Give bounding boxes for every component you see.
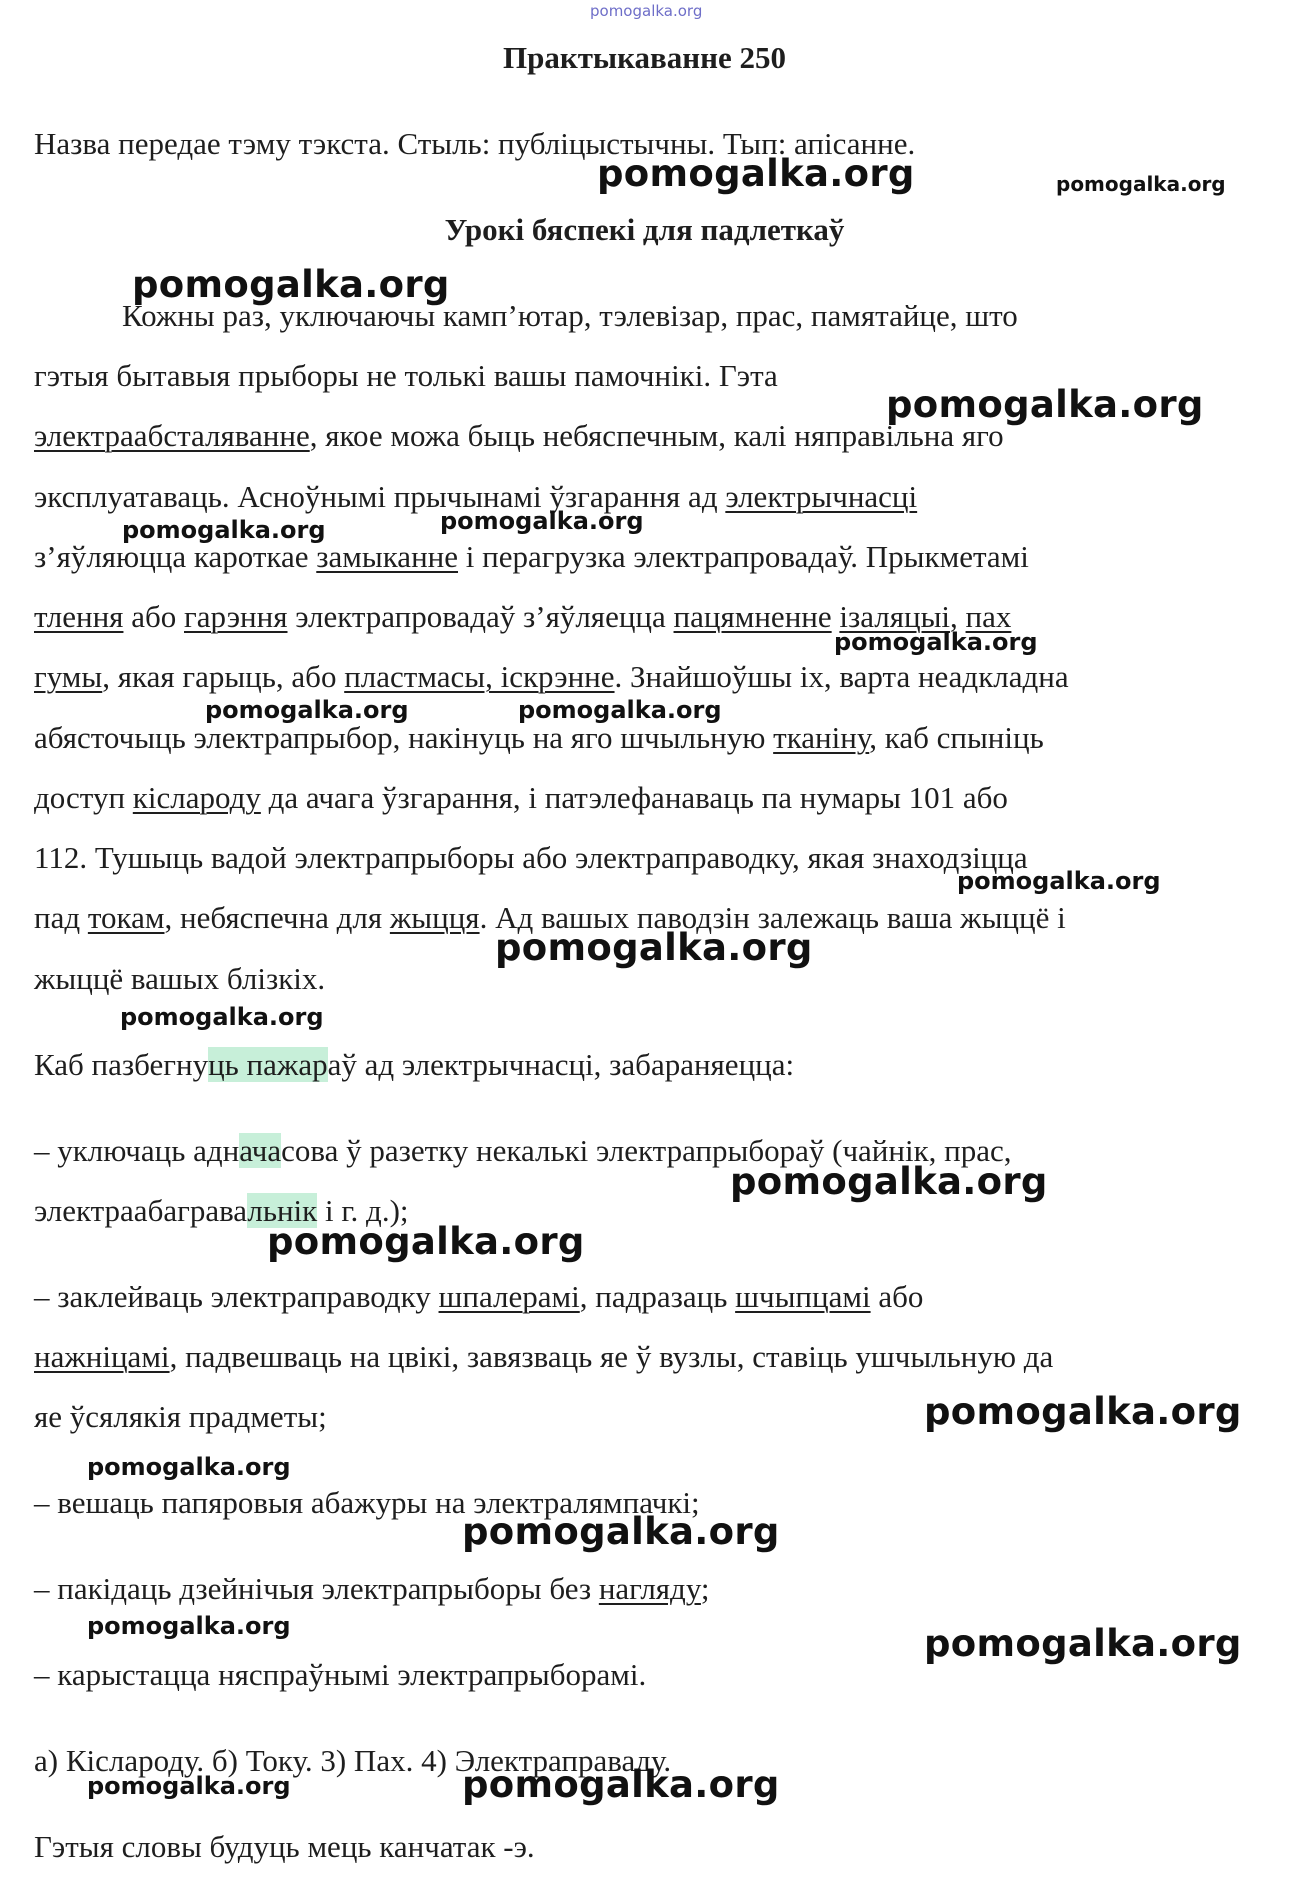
- p1-line-12: жыццё вашых блізкіх.: [34, 961, 326, 996]
- watermark: pomogalka.org: [1056, 172, 1226, 196]
- underlined-word: пластмасы, іскрэнне: [344, 659, 615, 694]
- watermark: pomogalka.org: [267, 1220, 585, 1263]
- text-span: з’яўляюцца кароткае: [34, 539, 317, 574]
- text-span: або: [123, 599, 184, 634]
- p1-line-3: [34, 418, 1004, 454]
- watermark: pomogalka.org: [120, 1003, 324, 1031]
- p1-line-8: [34, 720, 1044, 756]
- watermark: pomogalka.org: [462, 1510, 780, 1553]
- list-item-2-line-2: [34, 1339, 1053, 1375]
- text-span: абясточыць электрапрыбор, накінуць на яго шчыльную: [34, 720, 774, 755]
- list-item-5: – карыстацца няспраўнымі электрапрыборамі.: [34, 1657, 647, 1692]
- underlined-word: замыканне: [316, 539, 459, 574]
- text-span: . Ад вашых паводзін залежаць ваша жыццё і: [479, 900, 1066, 935]
- underlined-word: ізаляцыі: [839, 599, 951, 634]
- watermark: pomogalka.org: [462, 1763, 780, 1806]
- watermark: pomogalka.org: [924, 1622, 1242, 1665]
- text-span: эксплуатаваць. Асноўнымі прычынамі ўзгарання ад: [34, 479, 726, 514]
- p1-line-7: [34, 659, 1069, 695]
- p1-line-9: [34, 780, 1008, 816]
- underlined-word: нагляду: [598, 1571, 701, 1606]
- text-span: Каб пазбегну: [34, 1047, 209, 1082]
- underlined-word: токам: [87, 900, 165, 935]
- watermark: pomogalka.org: [132, 263, 450, 306]
- text-span: – заклейваць электраправодку: [34, 1279, 439, 1314]
- underlined-word: пацямненне: [673, 599, 832, 634]
- watermark: pomogalka.org: [834, 628, 1038, 656]
- list-item-4: [34, 1571, 710, 1607]
- p2-line-1: [34, 1047, 794, 1083]
- watermark: pomogalka.org: [730, 1160, 1048, 1203]
- highlighted-text: ва ў разетку некалькі электрапрыбораў (чайнік, прас,: [310, 1133, 1012, 1168]
- text-subtitle: Урокі бяспекі для падлеткаў: [444, 212, 845, 247]
- underlined-word: гумы: [34, 659, 103, 694]
- watermark: pomogalka.org: [440, 507, 644, 535]
- underlined-word: шпалерамі: [438, 1279, 580, 1314]
- text-span: і г. д.);: [317, 1193, 409, 1228]
- list-item-3: – вешаць папяровыя абажуры на электралямпачкі;: [34, 1485, 700, 1520]
- highlighted-text: ць пажар: [208, 1047, 328, 1082]
- text-span: , падвешваць на цвікі, завязваць яе ў вузлы, ставіць ушчыльную да: [169, 1339, 1054, 1374]
- text-span: , якое можа быць небяспечным, калі няправільна яго: [309, 418, 1004, 453]
- text-span: – уключаць адн: [34, 1133, 240, 1168]
- text-span: да ачага ўзгарання, і патэлефанаваць па нумары 101 або: [260, 780, 1008, 815]
- text-span: ;: [700, 1571, 710, 1606]
- watermark: pomogalka.org: [957, 867, 1161, 895]
- underlined-word: гарэння: [184, 599, 288, 634]
- underlined-word: пах: [965, 599, 1012, 634]
- watermark: pomogalka.org: [495, 926, 813, 969]
- text-span: і перагрузка электрапровадаў. Прыкметамі: [458, 539, 1029, 574]
- p1-line-5: [34, 539, 1029, 575]
- text-span: , небяспечна для: [164, 900, 390, 935]
- watermark: pomogalka.org: [122, 516, 326, 544]
- underlined-word: электрычнасці: [725, 479, 918, 514]
- highlighted-text: ача: [239, 1133, 282, 1168]
- underlined-word: шчыпцамі: [735, 1279, 871, 1314]
- watermark: pomogalka.org: [87, 1772, 291, 1800]
- underlined-word: жыцця: [389, 900, 480, 935]
- text-span: . Знайшоўшы іх, варта неадкладна: [614, 659, 1069, 694]
- underlined-word: нажніцамі: [34, 1339, 170, 1374]
- text-span: або: [870, 1279, 924, 1314]
- p1-line-2: гэтыя бытавыя прыборы не толькі вашы памочнікі. Гэта: [34, 358, 778, 393]
- underlined-word: кіслароду: [132, 780, 261, 815]
- watermark: pomogalka.org: [205, 696, 409, 724]
- list-item-2-line-3: яе ўсялякія прадметы;: [34, 1399, 327, 1434]
- underlined-word: тканіну: [773, 720, 870, 755]
- underlined-word: электраабсталяванне: [34, 418, 310, 453]
- answers-line: а) Кіслароду. б) Току. 3) Пах. 4) Электраправаду.: [34, 1743, 672, 1778]
- list-item-2-line-1: [34, 1279, 923, 1315]
- text-span: пад: [34, 900, 88, 935]
- text-span: , падразаць: [579, 1279, 736, 1314]
- text-span: доступ: [34, 780, 133, 815]
- text-span: ,: [950, 599, 966, 634]
- watermark: pomogalka.org: [518, 696, 722, 724]
- watermark: pomogalka.org: [87, 1612, 291, 1640]
- intro-line: Назва передае тэму тэкста. Стыль: публіцыстычны. Тып: апісанне.: [34, 126, 916, 161]
- watermark: pomogalka.org: [87, 1453, 291, 1481]
- text-span: электраабаграва: [34, 1193, 248, 1228]
- p1-line-1: Кожны раз, уключаючы камп’ютар, тэлевізар, прас, памятайце, што: [122, 298, 1018, 333]
- watermark: pomogalka.org: [597, 152, 915, 195]
- p1-line-10: 112. Тушыць вадой электрапрыборы або электраправодку, якая знаходзіцца: [34, 840, 1028, 875]
- watermark: pomogalka.org: [924, 1390, 1242, 1433]
- text-span: электрапровадаў з’яўляецца: [287, 599, 674, 634]
- text-span: – пакідаць дзейнічыя электрапрыборы без: [34, 1571, 599, 1606]
- text-span: , якая гарыць, або: [102, 659, 345, 694]
- underlined-word: тлення: [34, 599, 124, 634]
- highlighted-text: льнік: [247, 1193, 318, 1228]
- final-line: Гэтыя словы будуць мець канчатак -э.: [34, 1829, 535, 1864]
- text-span: , каб спыніць: [869, 720, 1044, 755]
- text-span: аў ад электрычнасці, забараняецца:: [327, 1047, 795, 1082]
- watermark: pomogalka.org: [886, 383, 1204, 426]
- watermark-top: pomogalka.org: [590, 2, 703, 20]
- page-title: Практыкаванне 250: [502, 40, 786, 75]
- text-span: со: [281, 1133, 311, 1168]
